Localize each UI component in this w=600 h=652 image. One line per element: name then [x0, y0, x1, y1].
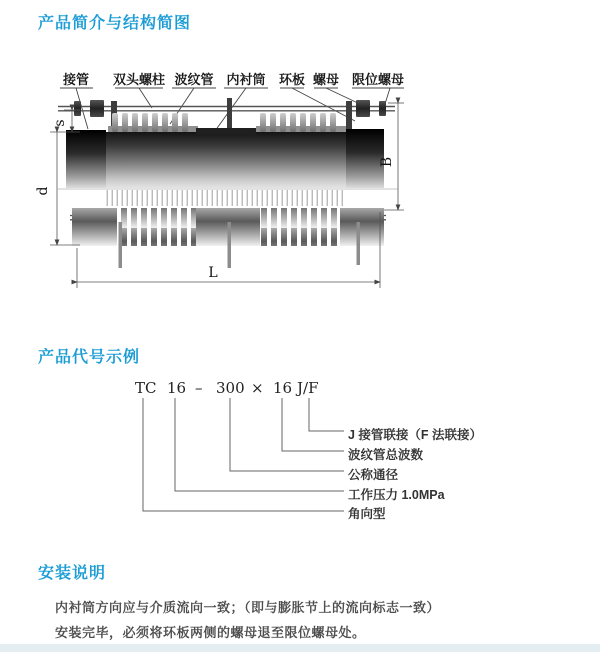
dim-label-d: d — [35, 186, 51, 196]
joint-body — [58, 128, 398, 189]
dim-label-s: s — [52, 119, 68, 127]
part-label-luomu: 螺母 — [312, 72, 340, 87]
part-label-shuangtouluozhu: 双头螺柱 — [112, 72, 166, 87]
dim-label-L: L — [208, 265, 218, 281]
part-label-neichentong: 内衬筒 — [226, 72, 266, 87]
code-part-waves: 16 — [273, 379, 293, 397]
code-part-pressure: 16 — [167, 379, 187, 397]
dim-label-B: B — [379, 156, 395, 168]
legend-item-pressure: 工作压力 1.0MPa — [348, 488, 445, 502]
joint-body-bottom — [70, 190, 386, 268]
part-label-jieguan: 接管 — [62, 72, 90, 87]
part-label-xianweiluomu: 限位螺母 — [351, 72, 405, 87]
code-part-dash: – — [195, 379, 203, 397]
section2-title: 产品代号示例 — [38, 349, 141, 366]
code-part-times: × — [251, 379, 264, 397]
structure-diagram — [30, 58, 450, 310]
page-footer-strip — [0, 644, 600, 652]
code-part-diameter: 300 — [216, 379, 245, 397]
legend-item-waves: 波纹管总波数 — [348, 448, 424, 462]
part-label-huanban: 环板 — [278, 72, 306, 87]
code-part-type: TC — [135, 379, 157, 397]
installation-line-2: 安装完毕，必须将环板两侧的螺母退至限位螺母处。 — [55, 625, 366, 640]
part-label-bowenguan: 波纹管 — [174, 72, 214, 87]
section3-title: 安装说明 — [38, 565, 107, 582]
legend-item-connection: J 接管联接（F 法联接） — [348, 428, 483, 442]
code-legend-tree — [0, 394, 360, 520]
legend-item-type: 角向型 — [348, 507, 386, 521]
code-part-connection: J/F — [297, 379, 319, 397]
part-labels — [62, 72, 404, 87]
legend-item-diameter: 公称通径 — [348, 468, 399, 482]
installation-line-1: 内衬筒方向应与介质流向一致；（即与膨胀节上的流向标志一致） — [55, 600, 441, 615]
section1-title: 产品简介与结构简图 — [38, 15, 192, 32]
